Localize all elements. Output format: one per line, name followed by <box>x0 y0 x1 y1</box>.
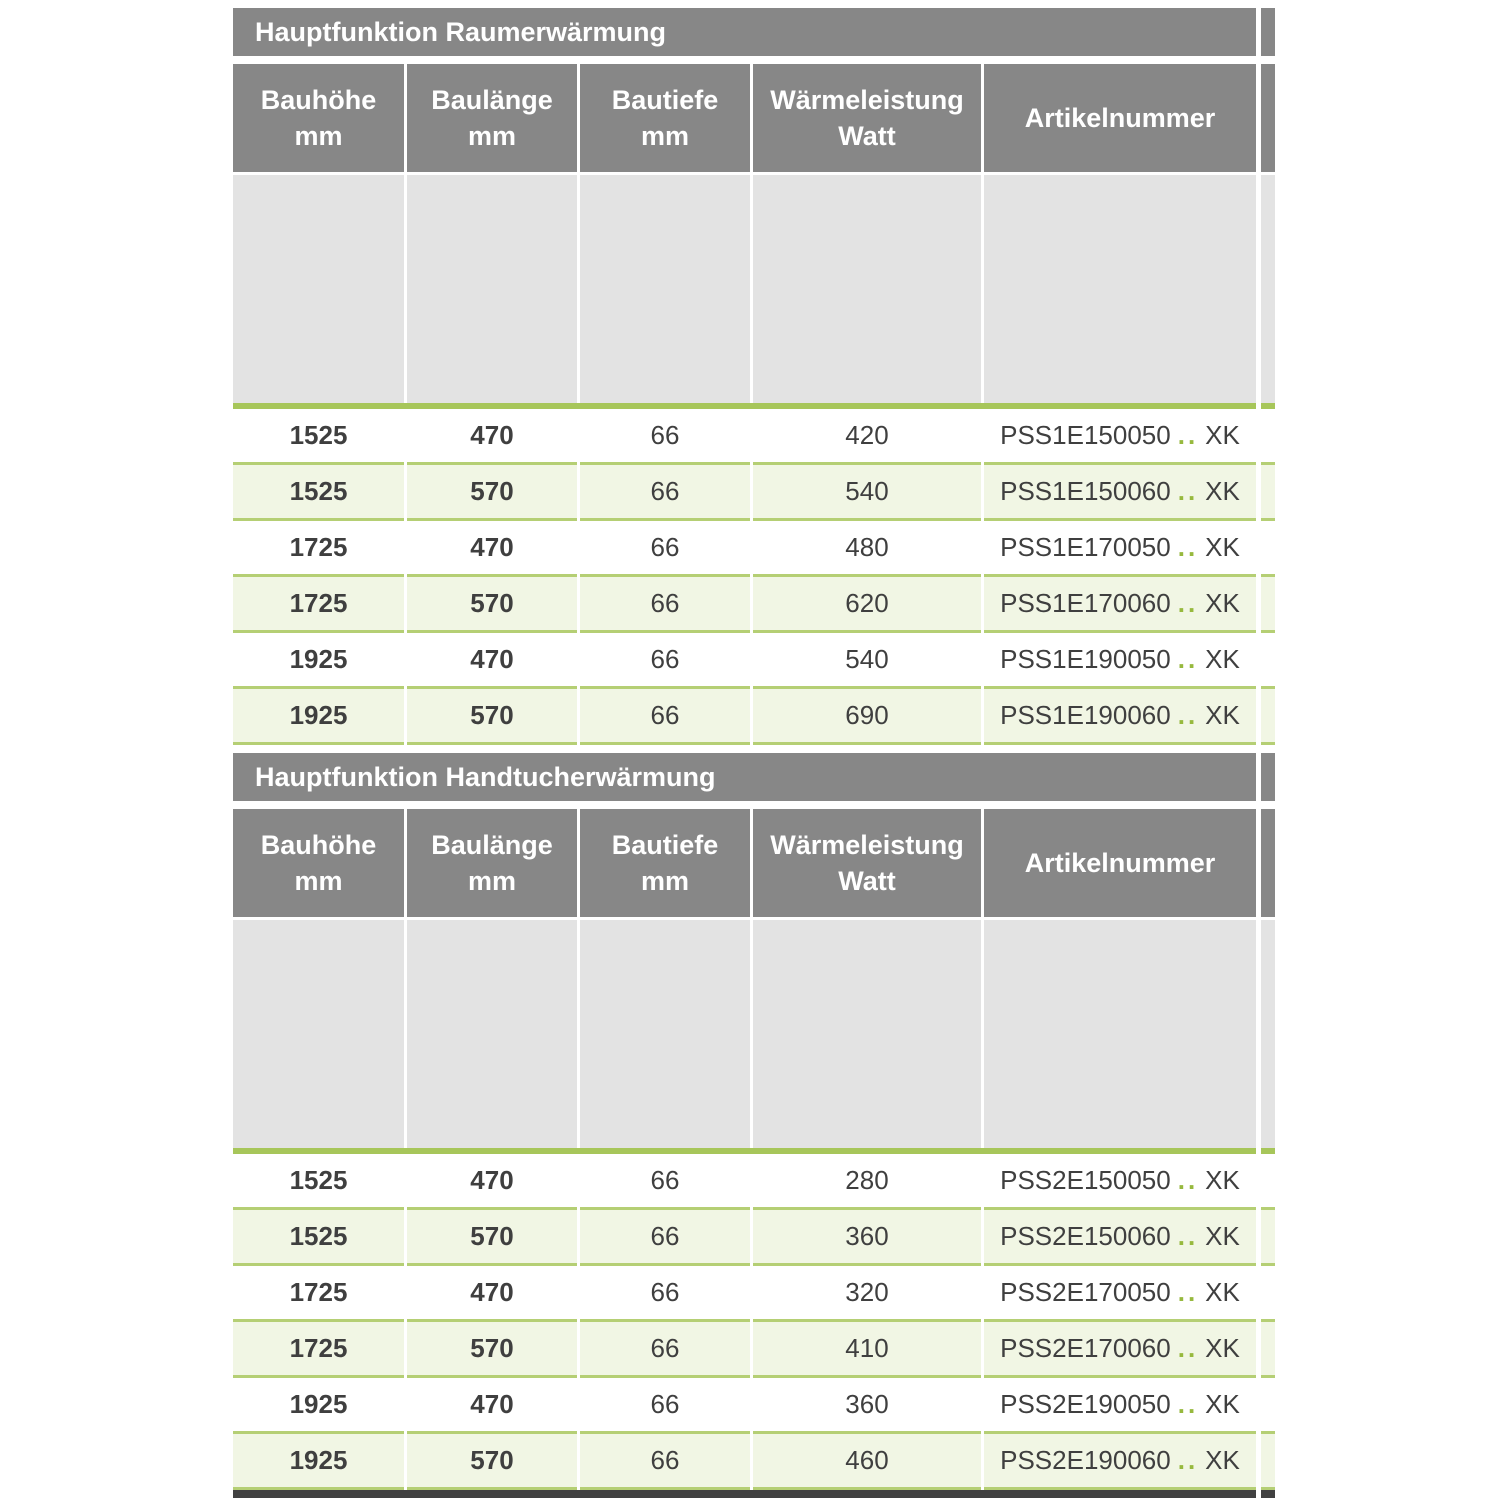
column-header-row <box>233 809 1256 917</box>
cell-baulaenge: 470 <box>407 521 577 577</box>
cell-baulaenge: 470 <box>407 1266 577 1322</box>
cell-bautiefe: 66 <box>580 1378 750 1434</box>
placeholder-cell <box>984 920 1256 1148</box>
cell-baulaenge: 470 <box>407 409 577 465</box>
cell-bauhoehe: 1525 <box>233 465 404 521</box>
cell-waermeleistung: 690 <box>753 689 981 745</box>
table-row <box>233 1378 1256 1434</box>
table-row <box>233 409 1256 465</box>
bottom-rule <box>233 1490 1256 1498</box>
strip-row <box>1261 1322 1275 1378</box>
artikelnummer-suffix: XK <box>1205 476 1240 506</box>
strip-section-bar <box>1261 753 1275 801</box>
strip-row <box>1261 409 1275 465</box>
cell-artikelnummer <box>984 1210 1256 1266</box>
artikelnummer-suffix: XK <box>1205 532 1240 562</box>
cell-bautiefe: 66 <box>580 1322 750 1378</box>
section-header-raumerwaermung <box>233 8 1256 56</box>
col-header-line1: Baulänge <box>431 829 553 860</box>
table-row <box>233 1322 1256 1378</box>
col-header-bautiefe <box>580 64 750 172</box>
artikelnummer-prefix: PSS2E150060 <box>1000 1221 1171 1251</box>
strip-row <box>1261 633 1275 689</box>
cell-bautiefe: 66 <box>580 1266 750 1322</box>
table-row <box>233 465 1256 521</box>
cell-bautiefe: 66 <box>580 633 750 689</box>
col-header-line1: Wärmeleistung <box>770 829 964 860</box>
strip-row <box>1261 521 1275 577</box>
strip-row <box>1261 1266 1275 1322</box>
strip-rows <box>1261 1154 1275 1490</box>
artikelnummer-prefix: PSS2E170050 <box>1000 1277 1171 1307</box>
artikelnummer-suffix: XK <box>1205 1277 1240 1307</box>
artikelnummer-suffix: XK <box>1205 1333 1240 1363</box>
table-row <box>233 633 1256 689</box>
cell-artikelnummer <box>984 689 1256 745</box>
placeholder-cell <box>984 175 1256 403</box>
adjacent-column-strip <box>1261 8 1275 1498</box>
col-header-bauhoehe <box>233 809 404 917</box>
cell-waermeleistung: 360 <box>753 1210 981 1266</box>
cell-bautiefe: 66 <box>580 689 750 745</box>
artikelnummer-prefix: PSS1E150050 <box>1000 420 1171 450</box>
cell-baulaenge: 570 <box>407 465 577 521</box>
cell-baulaenge: 570 <box>407 1322 577 1378</box>
col-header-line1: Artikelnummer <box>1024 102 1216 133</box>
cell-bauhoehe: 1925 <box>233 1378 404 1434</box>
placeholder-cell <box>407 175 577 403</box>
col-header-line2: mm <box>467 866 516 896</box>
cell-waermeleistung: 620 <box>753 577 981 633</box>
artikelnummer-dots: .. <box>1177 588 1199 618</box>
col-header-bautiefe <box>580 809 750 917</box>
column-header-row <box>233 64 1256 172</box>
cell-bautiefe: 66 <box>580 409 750 465</box>
cell-waermeleistung: 540 <box>753 633 981 689</box>
cell-bauhoehe: 1525 <box>233 1154 404 1210</box>
table-row <box>233 577 1256 633</box>
artikelnummer-dots: .. <box>1177 420 1199 450</box>
strip-placeholder <box>1261 920 1275 1148</box>
col-header-line1: Bautiefe <box>611 84 719 115</box>
strip-bottom-rule <box>1261 1490 1275 1498</box>
cell-bauhoehe: 1525 <box>233 409 404 465</box>
strip-section-bar <box>1261 8 1275 56</box>
artikelnummer-prefix: PSS1E190050 <box>1000 644 1171 674</box>
col-header-waermeleistung <box>753 64 981 172</box>
col-header-line2: mm <box>294 121 343 151</box>
artikelnummer-prefix: PSS2E190050 <box>1000 1389 1171 1419</box>
cell-waermeleistung: 420 <box>753 409 981 465</box>
cell-bauhoehe: 1925 <box>233 689 404 745</box>
cell-waermeleistung: 320 <box>753 1266 981 1322</box>
placeholder-cell <box>753 175 981 403</box>
col-header-line2: mm <box>640 121 689 151</box>
artikelnummer-suffix: XK <box>1205 1165 1240 1195</box>
cell-artikelnummer <box>984 1154 1256 1210</box>
cell-waermeleistung: 460 <box>753 1434 981 1490</box>
table-row <box>233 689 1256 745</box>
col-header-line2: mm <box>294 866 343 896</box>
table-row <box>233 521 1256 577</box>
cell-bautiefe: 66 <box>580 1154 750 1210</box>
col-header-line2: mm <box>467 121 516 151</box>
cell-bautiefe: 66 <box>580 1210 750 1266</box>
artikelnummer-dots: .. <box>1177 1389 1199 1419</box>
cell-baulaenge: 570 <box>407 577 577 633</box>
table-row <box>233 1434 1256 1490</box>
placeholder-cell <box>753 920 981 1148</box>
cell-waermeleistung: 410 <box>753 1322 981 1378</box>
col-header-line2: Watt <box>838 866 896 896</box>
section-title: Hauptfunktion Handtucherwärmung <box>255 762 716 792</box>
strip-header <box>1261 809 1275 917</box>
artikelnummer-suffix: XK <box>1205 700 1240 730</box>
cell-baulaenge: 470 <box>407 1154 577 1210</box>
col-header-bauhoehe <box>233 64 404 172</box>
cell-waermeleistung: 480 <box>753 521 981 577</box>
page-layout <box>233 8 1275 1498</box>
artikelnummer-suffix: XK <box>1205 644 1240 674</box>
section-header-handtucherwaermung <box>233 753 1256 801</box>
cell-bauhoehe: 1925 <box>233 633 404 689</box>
col-header-line2: Watt <box>838 121 896 151</box>
placeholder-cell <box>407 920 577 1148</box>
cell-waermeleistung: 540 <box>753 465 981 521</box>
strip-rows <box>1261 409 1275 745</box>
artikelnummer-dots: .. <box>1177 1221 1199 1251</box>
artikelnummer-dots: .. <box>1177 1277 1199 1307</box>
cell-baulaenge: 470 <box>407 1378 577 1434</box>
cell-waermeleistung: 360 <box>753 1378 981 1434</box>
spec-tables <box>233 8 1256 1498</box>
artikelnummer-prefix: PSS2E170060 <box>1000 1333 1171 1363</box>
cell-bautiefe: 66 <box>580 1434 750 1490</box>
col-header-line1: Bauhöhe <box>260 829 377 860</box>
artikelnummer-dots: .. <box>1177 476 1199 506</box>
artikelnummer-dots: .. <box>1177 1333 1199 1363</box>
artikelnummer-dots: .. <box>1177 532 1199 562</box>
col-header-line1: Artikelnummer <box>1024 847 1216 878</box>
strip-row <box>1261 465 1275 521</box>
table-row <box>233 1154 1256 1210</box>
cell-artikelnummer <box>984 465 1256 521</box>
artikelnummer-prefix: PSS1E150060 <box>1000 476 1171 506</box>
col-header-line2: mm <box>640 866 689 896</box>
cell-baulaenge: 570 <box>407 689 577 745</box>
strip-gap <box>1261 745 1275 753</box>
cell-waermeleistung: 280 <box>753 1154 981 1210</box>
cell-bauhoehe: 1725 <box>233 1266 404 1322</box>
col-header-artikelnummer <box>984 64 1256 172</box>
artikelnummer-dots: .. <box>1177 644 1199 674</box>
strip-row <box>1261 1154 1275 1210</box>
col-header-line1: Baulänge <box>431 84 553 115</box>
placeholder-cell <box>233 175 404 403</box>
artikelnummer-prefix: PSS2E190060 <box>1000 1445 1171 1475</box>
cell-bauhoehe: 1725 <box>233 577 404 633</box>
cell-bauhoehe: 1925 <box>233 1434 404 1490</box>
strip-header <box>1261 64 1275 172</box>
artikelnummer-suffix: XK <box>1205 1389 1240 1419</box>
artikelnummer-dots: .. <box>1177 700 1199 730</box>
strip-row <box>1261 1434 1275 1490</box>
cell-artikelnummer <box>984 1378 1256 1434</box>
artikelnummer-dots: .. <box>1177 1445 1199 1475</box>
data-rows <box>233 1154 1256 1490</box>
artikelnummer-prefix: PSS1E170050 <box>1000 532 1171 562</box>
artikelnummer-suffix: XK <box>1205 1445 1240 1475</box>
col-header-baulaenge <box>407 809 577 917</box>
strip-row <box>1261 577 1275 633</box>
cell-baulaenge: 470 <box>407 633 577 689</box>
cell-artikelnummer <box>984 1266 1256 1322</box>
cell-bauhoehe: 1725 <box>233 521 404 577</box>
image-placeholder-row <box>233 920 1256 1148</box>
artikelnummer-prefix: PSS1E190060 <box>1000 700 1171 730</box>
table-row <box>233 1266 1256 1322</box>
cell-artikelnummer <box>984 577 1256 633</box>
data-rows <box>233 409 1256 745</box>
cell-bauhoehe: 1525 <box>233 1210 404 1266</box>
placeholder-cell <box>233 920 404 1148</box>
cell-bauhoehe: 1725 <box>233 1322 404 1378</box>
strip-row <box>1261 1378 1275 1434</box>
artikelnummer-prefix: PSS2E150050 <box>1000 1165 1171 1195</box>
placeholder-cell <box>580 175 750 403</box>
cell-bautiefe: 66 <box>580 465 750 521</box>
image-placeholder-row <box>233 175 1256 403</box>
table-row <box>233 1210 1256 1266</box>
cell-artikelnummer <box>984 521 1256 577</box>
cell-baulaenge: 570 <box>407 1434 577 1490</box>
table-raumerwaermung <box>233 8 1256 745</box>
cell-bautiefe: 66 <box>580 577 750 633</box>
col-header-waermeleistung <box>753 809 981 917</box>
section-title: Hauptfunktion Raumerwärmung <box>255 17 667 47</box>
cell-artikelnummer <box>984 409 1256 465</box>
strip-placeholder <box>1261 175 1275 403</box>
cell-baulaenge: 570 <box>407 1210 577 1266</box>
strip-row <box>1261 689 1275 745</box>
col-header-line1: Bautiefe <box>611 829 719 860</box>
table-handtucherwaermung <box>233 753 1256 1490</box>
col-header-line1: Wärmeleistung <box>770 84 964 115</box>
cell-artikelnummer <box>984 633 1256 689</box>
cell-artikelnummer <box>984 1322 1256 1378</box>
strip-row <box>1261 1210 1275 1266</box>
artikelnummer-suffix: XK <box>1205 1221 1240 1251</box>
cell-artikelnummer <box>984 1434 1256 1490</box>
artikelnummer-prefix: PSS1E170060 <box>1000 588 1171 618</box>
artikelnummer-suffix: XK <box>1205 588 1240 618</box>
col-header-artikelnummer <box>984 809 1256 917</box>
artikelnummer-dots: .. <box>1177 1165 1199 1195</box>
artikelnummer-suffix: XK <box>1205 420 1240 450</box>
col-header-line1: Bauhöhe <box>260 84 377 115</box>
cell-bautiefe: 66 <box>580 521 750 577</box>
col-header-baulaenge <box>407 64 577 172</box>
placeholder-cell <box>580 920 750 1148</box>
